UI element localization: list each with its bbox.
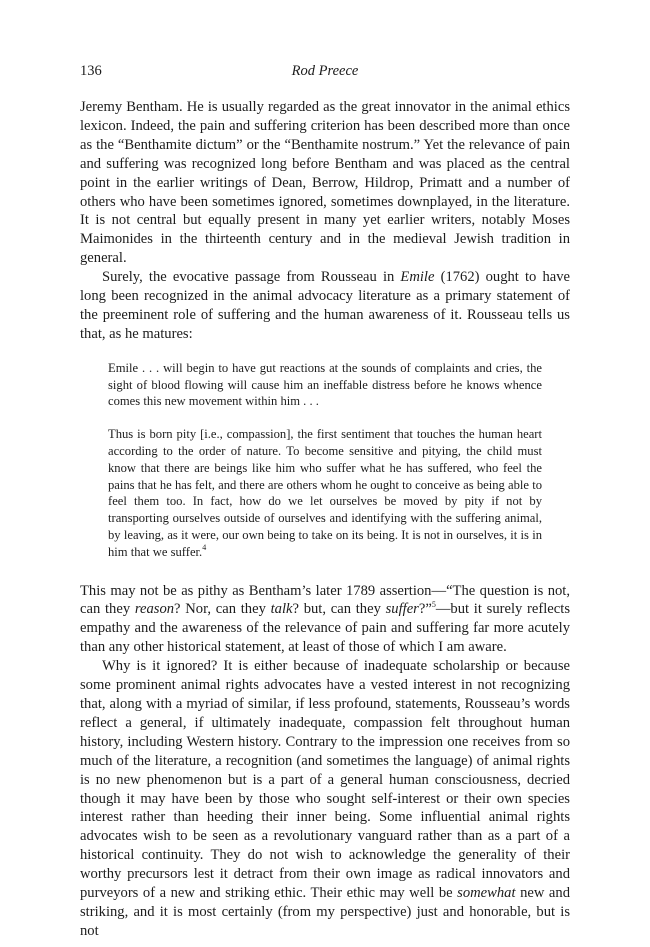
emphasis-reason: reason [134,601,175,618]
page-header [80,63,570,83]
footnote-ref-4: 4 [202,542,207,552]
block-quote-paragraph-2-text: Thus is born pity [i.e., compassion], the first sentiment that touches the human heart according to the order of nature. To become sensitive and pitying, the child must know that there are beings like him who suffer what he has suffered, who feel the pains that he has felt, and there are others whom he ought to conceive as being able to feel them too. In fact, how do we let ourselves be moved by pity if not by transporting ourselves outside of ourselves and identifying with the suffering animal, by leaving, as it were, our own being to take on its being. It is not in ourselves, it is in him that we suffer. [108,427,542,559]
paragraph-4-text-a: Why is it ignored? It is either because of inadequate scholarship or because some prominent animal rights advocates have a vested interest in not recognizing that, along with a myriad of similar, if less profound, statements, Rousseau’s words reflect a general, if ultimately inadequate, compassion felt throughout human history, including Western history. Contrary to the impression one receives from so much of the literature, a recognition (and sometimes the language) of animal rights is no new phenomenon but is a part of a general human consciousness, decried though it may have been by those who sought self-interest or their own species interest rather than heeding their inner being. Some influential animal rights advocates wish to be seen as a revolutionary vanguard rather than as a part of a historical continuity. They do not wish to acknowledge the generality of their worthy precursors lest it detract from their own image as radical innovators and purveyors of a new and striking ethic. Their ethic may well be [80,658,570,902]
paragraph-4 [80,657,570,941]
emphasis-talk: talk [270,601,293,618]
paragraph-3-text-e: —but it surely reflects empathy and the awareness of the relevance of pain and suffering far more acutely than any other historical statement, at least of those of which I am aware. [80,601,570,656]
emphasis-suffer: suffer [385,601,419,618]
paragraph-2-text-b: (1762) ought to have long been recognized in the animal advocacy literature as a primary statement of the preeminent role of suffering and the human awareness of it. Rousseau tells us that, as he matures: [80,269,570,342]
paragraph-3-text-d: ?” [418,601,432,618]
running-head-author: Rod Preece [291,63,359,79]
book-title-emile: Emile [400,269,435,286]
paragraph-3 [80,582,570,658]
paragraph-1: Jeremy Bentham. He is usually regarded as the great innovator in the animal ethics lexicon. Indeed, the pain and suffering criterion has been described more than once as the “Benthamite dictum” or the “Benthamite nostrum.” Yet the relevance of pain and suffering was recognized long before Bentham and was placed as the central point in the earlier writings of Dean, Berrow, Hildrop, Primatt and a number of others who have been sometimes ignored, sometimes downplayed, in the literature. It is not central but equally present in many yet earlier writers, notably Moses Maimonides in the thirteenth century and in the medieval Jewish tradition in general. [80,99,570,267]
body-text [80,98,570,941]
paragraph-3-text-a: This may not be as pithy as Bentham’s later 1789 assertion—“The question is not, can they [80,582,570,618]
page-number: 136 [80,63,102,79]
emphasis-somewhat: somewhat [457,885,516,902]
block-quote-paragraph-1: Emile . . . will begin to have gut reactions at the sounds of complaints and cries, the sight of blood flowing will cause him an ineffable distress before he knows whence comes this new movement within him . . . [108,360,542,409]
block-quote [108,360,542,561]
paragraph-3-text-b: ? Nor, can they [174,601,271,618]
paragraph-2-text-a: Surely, the evocative passage from Rousseau in [102,269,401,286]
footnote-ref-5: 5 [431,600,436,610]
paragraph-2 [80,268,570,344]
paragraph-3-text-c: ? but, can they [292,601,386,618]
paragraph-4-text-b: new and striking, and it is most certainly (from my perspective) just and honorable, but is not [80,885,570,939]
block-quote-paragraph-2 [108,426,542,560]
